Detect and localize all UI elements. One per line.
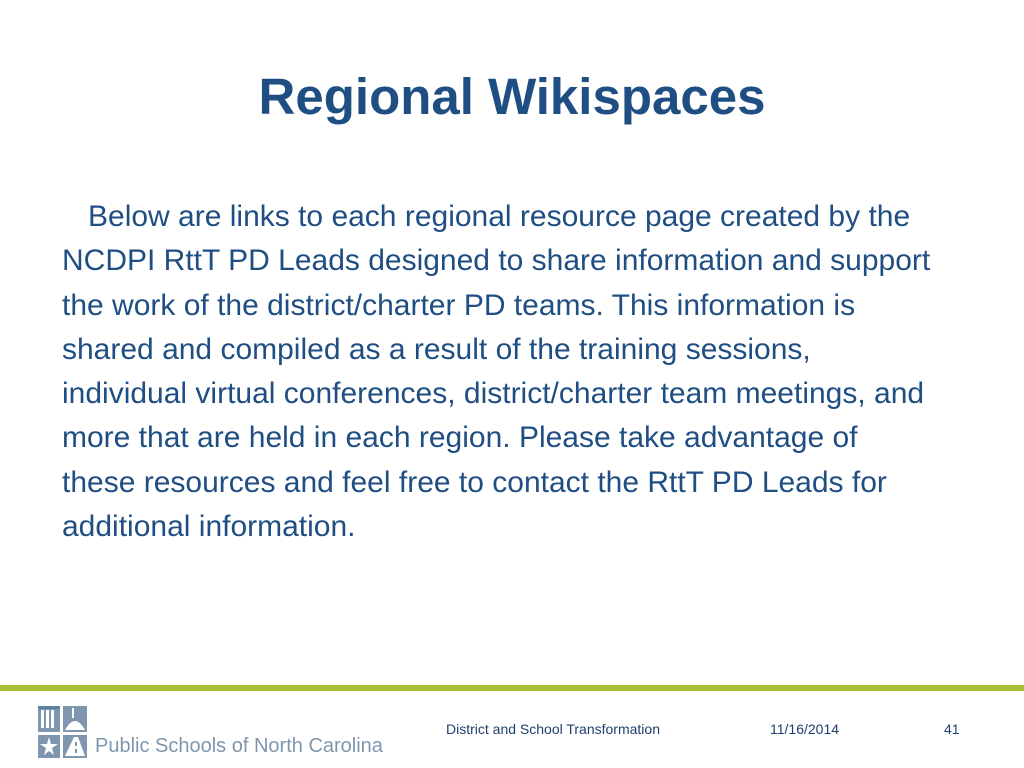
footer-date: 11/16/2014 [770, 721, 840, 737]
footer-divider [0, 685, 1024, 691]
dpi-logo [36, 704, 416, 760]
slide-number: 41 [944, 721, 960, 737]
slide-title: Regional Wikispaces [258, 68, 766, 125]
slide-body-text: Below are links to each regional resource page created by the NCDPI RttT PD Leads designed to share information and support the work of the district/charter PD teams. This information is shared and compiled as a result of the training sessions, individual virtual conferences, district/charter team meetings, and more that are held in each region. Please take advantage of these resources and feel free to contact the RttT PD Leads for additional information. [62, 200, 931, 544]
state-capitol-logo-icon [36, 704, 90, 760]
footer-section-title: District and School Transformation [446, 721, 660, 737]
logo-wordmark: Public Schools of North Carolina [95, 735, 383, 757]
